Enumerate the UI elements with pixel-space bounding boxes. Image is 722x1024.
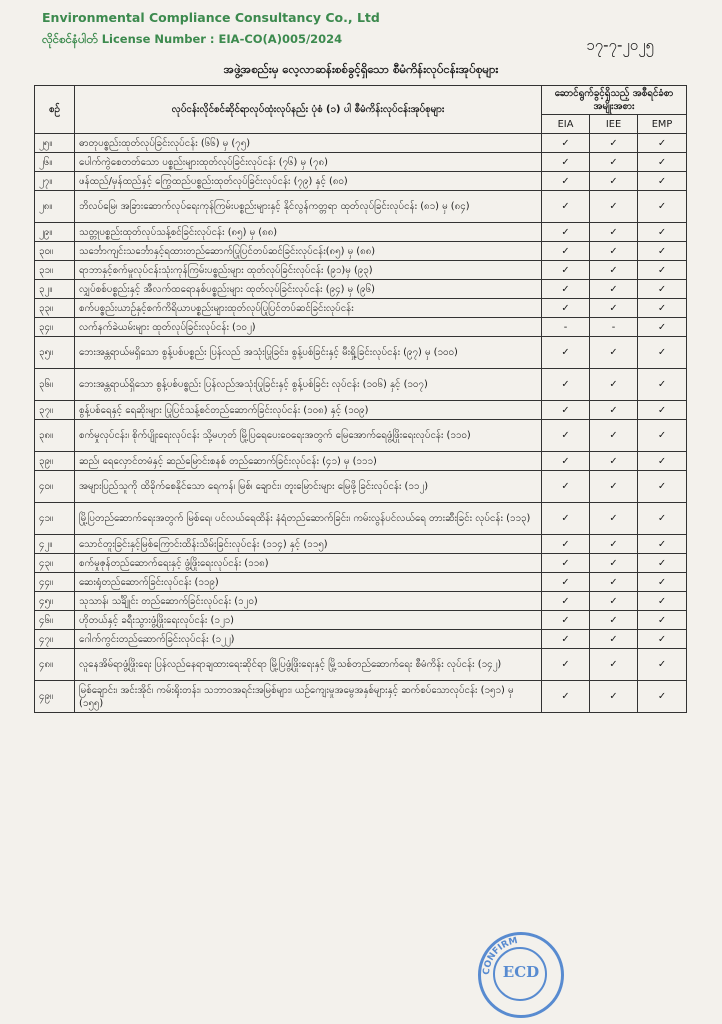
row-number: ၃၅။ xyxy=(35,337,75,369)
activity-cell: အများပြည်သူကို ထိခိုက်စေနိုင်သော ရေကန်၊ မြစ်၊ ချောင်း၊ တူးမြောင်းများ မြေဖို့ခြင်းလုပ်ငန်း (၁၁၂) xyxy=(75,471,542,503)
table-row xyxy=(35,573,687,592)
row-number: ၃၃။ xyxy=(35,299,75,318)
emp-mark: ✓ xyxy=(638,420,687,452)
eia-mark: ✓ xyxy=(542,611,590,630)
eia-mark: ✓ xyxy=(542,242,590,261)
iee-mark: ✓ xyxy=(590,299,638,318)
activity-cell: သောင်တူးခြင်းနှင့်မြစ်ကြောင်းထိန်းသိမ်းခြင်းလုပ်ငန်း (၁၁၄) နှင့် (၁၁၅) xyxy=(75,535,542,554)
activity-cell: ပေါက်ကွဲစေတတ်သော ပစ္စည်းများထုတ်လုပ်ခြင်းလုပ်ငန်း (၇၆) မှ (၇၈) xyxy=(75,153,542,172)
eia-mark: ✓ xyxy=(542,503,590,535)
activity-cell: လက်နက်ခဲယမ်းများ ထုတ်လုပ်ခြင်းလုပ်ငန်း (၁၀၂) xyxy=(75,318,542,337)
iee-mark: ✓ xyxy=(590,337,638,369)
activity-cell: မြို့ပြတည်ဆောက်ရေးအတွက် မြစ်ရေ၊ ပင်လယ်ရေထိန်း နံရံတည်ဆောက်ခြင်း၊ ကမ်းလွန်ပင်လယ်ရေ တားဆီးခြင်း လုပ်ငန်း (၁၁၃) xyxy=(75,503,542,535)
table-row xyxy=(35,153,687,172)
emp-mark: ✓ xyxy=(638,611,687,630)
row-number: ၂၉။ xyxy=(35,223,75,242)
emp-mark: ✓ xyxy=(638,471,687,503)
stamp-ring-text: CONFIRM xyxy=(481,936,519,976)
table-row xyxy=(35,554,687,573)
project-category-table xyxy=(34,85,687,713)
iee-mark: ✓ xyxy=(590,191,638,223)
emp-mark: ✓ xyxy=(638,554,687,573)
iee-mark: ✓ xyxy=(590,592,638,611)
iee-mark: ✓ xyxy=(590,280,638,299)
emp-mark: ✓ xyxy=(638,681,687,713)
row-number: ၄၁။ xyxy=(35,503,75,535)
eia-mark: ✓ xyxy=(542,452,590,471)
emp-mark: ✓ xyxy=(638,242,687,261)
eia-mark: ✓ xyxy=(542,554,590,573)
emp-mark: ✓ xyxy=(638,401,687,420)
iee-mark: ✓ xyxy=(590,369,638,401)
emp-mark: ✓ xyxy=(638,153,687,172)
activity-cell: စက်ပစ္စည်းယာဉ်နှင့်စက်ကိရိယာပစ္စည်းများထုတ်လုပ်ပြုပြင်တပ်ဆင်ခြင်းလုပ်ငန်း xyxy=(75,299,542,318)
col-header-activity: လုပ်ငန်းလိုင်စင်ဆိုင်ရာလုပ်ထုံးလုပ်နည်း ပုံစံ (၁) ပါ စီမံကိန်းလုပ်ငန်းအုပ်စုများ xyxy=(75,86,542,134)
iee-mark: ✓ xyxy=(590,261,638,280)
eia-mark: ✓ xyxy=(542,420,590,452)
col-header-report-type: ဆောင်ရွက်ခွင့်ရှိသည့် အစီရင်ခံစာအမျိုးအစား xyxy=(542,86,687,115)
eia-mark: ✓ xyxy=(542,172,590,191)
eia-mark: ✓ xyxy=(542,191,590,223)
emp-mark: ✓ xyxy=(638,452,687,471)
activity-cell: ဘိလပ်မြေ၊ အခြားဆောက်လုပ်ရေးကုန်ကြမ်းပစ္စည်းများနှင့် နိုင်လွန်ကတ္တရာ ထုတ်လုပ်ခြင်းလုပ်ငန်း (၈၁) မှ (၈၄) xyxy=(75,191,542,223)
row-number: ၄၂။ xyxy=(35,535,75,554)
emp-mark: ✓ xyxy=(638,134,687,153)
emp-mark: ✓ xyxy=(638,261,687,280)
activity-cell: ဓာတုပစ္စည်းထုတ်လုပ်ခြင်းလုပ်ငန်း (၆၆) မှ (၇၅) xyxy=(75,134,542,153)
eia-mark: ✓ xyxy=(542,134,590,153)
row-number: ၄၆။ xyxy=(35,611,75,630)
iee-mark: ✓ xyxy=(590,649,638,681)
table-row xyxy=(35,611,687,630)
eia-mark: ✓ xyxy=(542,681,590,713)
stamp-text: ECD xyxy=(502,963,540,981)
col-header-eia: EIA xyxy=(542,115,590,134)
row-number: ၃၁။ xyxy=(35,261,75,280)
company-name: Environmental Compliance Consultancy Co., Ltd xyxy=(42,10,380,25)
iee-mark: ✓ xyxy=(590,153,638,172)
table-row xyxy=(35,649,687,681)
row-number: ၃၆။ xyxy=(35,369,75,401)
table-row xyxy=(35,280,687,299)
row-number: ၄၇။ xyxy=(35,630,75,649)
iee-mark: ✓ xyxy=(590,242,638,261)
activity-cell: ဖန်ထည်/မှန်ထည်နှင့် ကြွေထည်ပစ္စည်းထုတ်လုပ်ခြင်းလုပ်ငန်း (၇၉) နှင့် (၈၀) xyxy=(75,172,542,191)
eia-mark: ✓ xyxy=(542,369,590,401)
row-number: ၂၆။ xyxy=(35,153,75,172)
col-header-no: စဉ် xyxy=(35,86,75,134)
col-header-iee: IEE xyxy=(590,115,638,134)
table-row xyxy=(35,191,687,223)
table-row xyxy=(35,242,687,261)
emp-mark: ✓ xyxy=(638,318,687,337)
emp-mark: ✓ xyxy=(638,172,687,191)
iee-mark: ✓ xyxy=(590,471,638,503)
table-row xyxy=(35,401,687,420)
iee-mark: ✓ xyxy=(590,554,638,573)
row-number: ၄၀။ xyxy=(35,471,75,503)
confirm-stamp xyxy=(478,932,564,1018)
row-number: ၃၇။ xyxy=(35,401,75,420)
table-row xyxy=(35,172,687,191)
table-row xyxy=(35,337,687,369)
iee-mark: ✓ xyxy=(590,420,638,452)
iee-mark: ✓ xyxy=(590,611,638,630)
activity-cell: ဆေးရုံတည်ဆောက်ခြင်းလုပ်ငန်း (၁၁၉) xyxy=(75,573,542,592)
eia-mark: ✓ xyxy=(542,337,590,369)
row-number: ၃၈။ xyxy=(35,420,75,452)
table-row xyxy=(35,420,687,452)
emp-mark: ✓ xyxy=(638,280,687,299)
eia-mark: ✓ xyxy=(542,153,590,172)
emp-mark: ✓ xyxy=(638,649,687,681)
emp-mark: ✓ xyxy=(638,630,687,649)
eia-mark: ✓ xyxy=(542,649,590,681)
iee-mark: ✓ xyxy=(590,503,638,535)
table-row xyxy=(35,503,687,535)
eia-mark: ✓ xyxy=(542,535,590,554)
activity-cell: စက်မှုလုပ်ငန်း၊ စိုက်ပျိုးရေးလုပ်ငန်း သို့မဟုတ် မြို့ပြရေပေးဝေရေးအတွက် မြေအောက်ရေဖွံ့ဖြိုးရေးလုပ်ငန်း (၁၁၀) xyxy=(75,420,542,452)
activity-cell: ရာဘာနှင့်စက်မှုလုပ်ငန်းသုံးကုန်ကြမ်းပစ္စည်းများ ထုတ်လုပ်ခြင်းလုပ်ငန်း (၉၁)မှ (၉၃) xyxy=(75,261,542,280)
row-number: ၄၄။ xyxy=(35,573,75,592)
iee-mark: - xyxy=(590,318,638,337)
iee-mark: ✓ xyxy=(590,223,638,242)
row-number: ၃၄။ xyxy=(35,318,75,337)
activity-cell: ဂေါက်ကွင်းတည်ဆောက်ခြင်းလုပ်ငန်း (၁၂၂) xyxy=(75,630,542,649)
iee-mark: ✓ xyxy=(590,452,638,471)
table-row xyxy=(35,134,687,153)
table-row xyxy=(35,223,687,242)
row-number: ၂၅။ xyxy=(35,134,75,153)
activity-cell: ဟိုတယ်နှင့် ခရီးသွားဖွံ့ဖြိုးရေးလုပ်ငန်း (၁၂၁) xyxy=(75,611,542,630)
activity-cell: သင်္ဘောကျင်းသင်္ဘောနှင့်ရထားတည်ဆောက်ပြုပြင်တပ်ဆင်ခြင်းလုပ်ငန်း(၈၅) မှ (၈၈) xyxy=(75,242,542,261)
activity-cell: လျှပ်စစ်ပစ္စည်းနှင့် အီလက်ထရောနစ်ပစ္စည်းများ ထုတ်လုပ်ခြင်းလုပ်ငန်း (၉၄) မှ (၉၆) xyxy=(75,280,542,299)
row-number: ၄၃။ xyxy=(35,554,75,573)
table-row xyxy=(35,299,687,318)
activity-cell: သုသာန်၊ သင်္ချိုင်း တည်ဆောက်ခြင်းလုပ်ငန်း (၁၂၀) xyxy=(75,592,542,611)
eia-mark: ✓ xyxy=(542,592,590,611)
table-row xyxy=(35,369,687,401)
col-header-emp: EMP xyxy=(638,115,687,134)
eia-mark: ✓ xyxy=(542,573,590,592)
iee-mark: ✓ xyxy=(590,573,638,592)
activity-cell: လူနေအိမ်ရာဖွံ့ဖြိုးရေး ပြန်လည်နေရာချထားရေးဆိုင်ရာ မြို့ပြဖွံ့ဖြိုးရေးနှင့် မြို့သစ်တည်ဆောက်ရေး စီမံကိန်း လုပ်ငန်း (၁၄၂) xyxy=(75,649,542,681)
table-row xyxy=(35,592,687,611)
table-row xyxy=(35,471,687,503)
iee-mark: ✓ xyxy=(590,401,638,420)
row-number: ၄၉။ xyxy=(35,681,75,713)
iee-mark: ✓ xyxy=(590,535,638,554)
iee-mark: ✓ xyxy=(590,172,638,191)
emp-mark: ✓ xyxy=(638,369,687,401)
emp-mark: ✓ xyxy=(638,223,687,242)
emp-mark: ✓ xyxy=(638,299,687,318)
activity-cell: ဘေးအန္တရာယ်ရှိသော စွန့်ပစ်ပစ္စည်း ပြန်လည်အသုံးပြုခြင်းနှင့် စွန့်ပစ်ခြင်း လုပ်ငန်း (၁၀၆) နှင့် (၁၀၇) xyxy=(75,369,542,401)
document-date: ၁၇-၇-၂၀၂၅ xyxy=(586,36,654,54)
iee-mark: ✓ xyxy=(590,681,638,713)
table-row xyxy=(35,452,687,471)
eia-mark: ✓ xyxy=(542,280,590,299)
eia-mark: ✓ xyxy=(542,261,590,280)
row-number: ၂၇။ xyxy=(35,172,75,191)
iee-mark: ✓ xyxy=(590,134,638,153)
row-number: ၂၈။ xyxy=(35,191,75,223)
iee-mark: ✓ xyxy=(590,630,638,649)
emp-mark: ✓ xyxy=(638,592,687,611)
emp-mark: ✓ xyxy=(638,573,687,592)
activity-cell: စက်မှုဇုန်တည်ဆောက်ရေးနှင့် ဖွံ့ဖြိုးရေးလုပ်ငန်း (၁၁၈) xyxy=(75,554,542,573)
eia-mark: ✓ xyxy=(542,223,590,242)
activity-cell: ဆည်၊ ရေလှောင်တမံနှင့် ဆည်မြောင်းစနစ် တည်ဆောက်ခြင်းလုပ်ငန်း (၄၁) မှ (၁၁၁) xyxy=(75,452,542,471)
eia-mark: - xyxy=(542,318,590,337)
table-row xyxy=(35,261,687,280)
row-number: ၃၉။ xyxy=(35,452,75,471)
row-number: ၃၀။ xyxy=(35,242,75,261)
emp-mark: ✓ xyxy=(638,191,687,223)
eia-mark: ✓ xyxy=(542,299,590,318)
emp-mark: ✓ xyxy=(638,535,687,554)
row-number: ၃၂။ xyxy=(35,280,75,299)
license-number: လိုင်စင်နံပါတ် License Number : EIA-CO(A)005/2024 xyxy=(42,32,343,46)
eia-mark: ✓ xyxy=(542,630,590,649)
emp-mark: ✓ xyxy=(638,503,687,535)
activity-cell: မြစ်ချောင်း၊ အင်းအိုင်၊ ကမ်းရိုးတန်း၊ သဘာဝအရင်းအမြစ်များ၊ ယဉ်ကျေးမှုအမွေအနှစ်များနှင့် ဆက်စပ်သောလုပ်ငန်း (၁၅၁) မှ (၁၅၅) xyxy=(75,681,542,713)
eia-mark: ✓ xyxy=(542,401,590,420)
activity-cell: သတ္တုပစ္စည်းထုတ်လုပ်သန့်စင်ခြင်းလုပ်ငန်း (၈၅) မှ (၈၈) xyxy=(75,223,542,242)
table-row xyxy=(35,630,687,649)
activity-cell: စွန့်ပစ်ရေနှင့် ရေဆိုးများ ပြုပြင်သန့်စင်တည်ဆောက်ခြင်းလုပ်ငန်း (၁၀၈) နှင့် (၁၀၉) xyxy=(75,401,542,420)
page-title: အဖွဲ့အစည်းမှ လေ့လာဆန်းစစ်ခွင့်ရှိသော စီမံကိန်းလုပ်ငန်းအုပ်စုများ xyxy=(223,62,499,76)
row-number: ၄၅။ xyxy=(35,592,75,611)
eia-mark: ✓ xyxy=(542,471,590,503)
row-number: ၄၈။ xyxy=(35,649,75,681)
table-row xyxy=(35,681,687,713)
activity-cell: ဘေးအန္တရာယ်မရှိသော စွန့်ပစ်ပစ္စည်း ပြန်လည် အသုံးပြုခြင်း၊ စွန့်ပစ်ခြင်းနှင့် မီးရှို့ခြင်းလုပ်ငန်း (၉၇) မှ (၁၀၀) xyxy=(75,337,542,369)
table-row xyxy=(35,535,687,554)
table-row xyxy=(35,318,687,337)
emp-mark: ✓ xyxy=(638,337,687,369)
